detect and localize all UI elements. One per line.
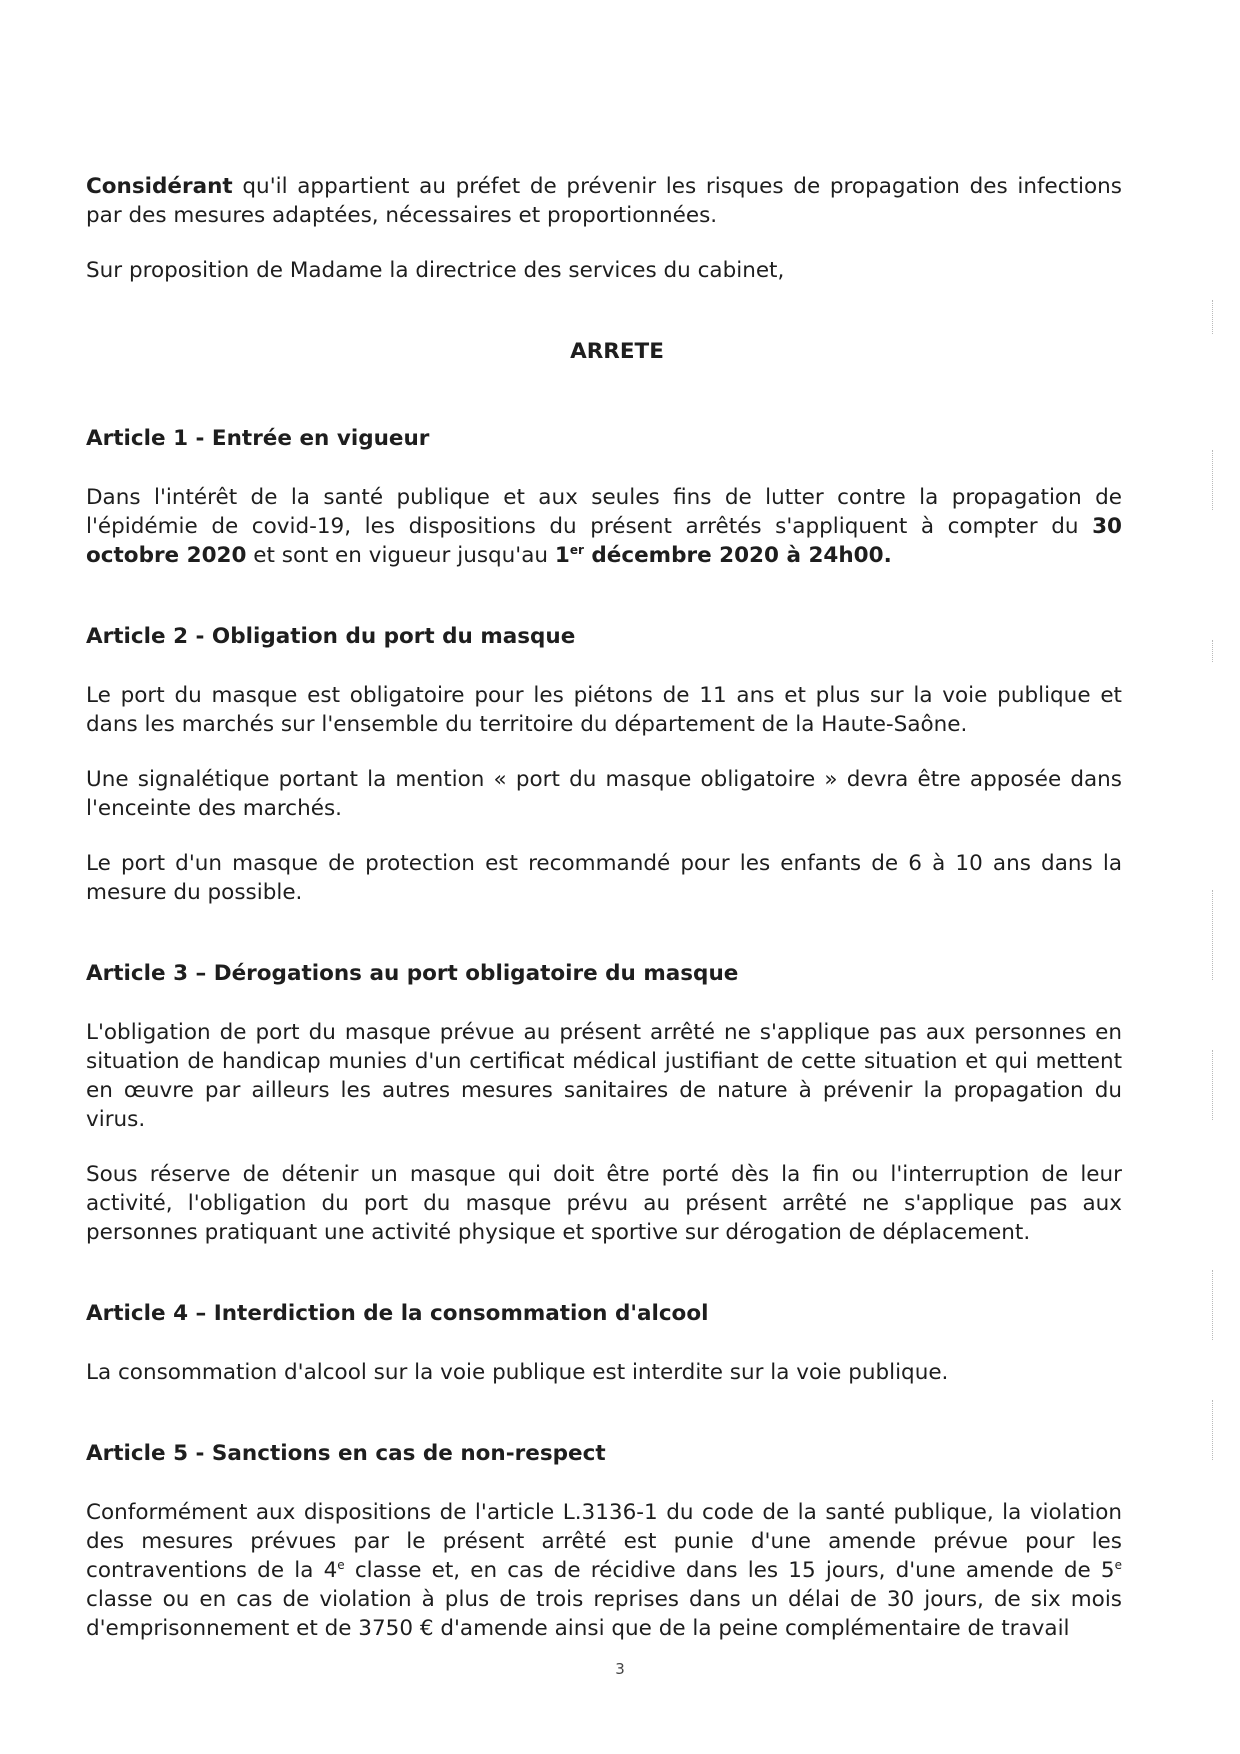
scan-mark [1212, 640, 1215, 662]
document-body [86, 172, 1122, 1643]
scan-mark [1212, 890, 1215, 980]
date-end-rest: décembre 2020 à 24h00. [583, 543, 892, 568]
date-end-day: 1 [554, 543, 570, 568]
scan-mark [1212, 1270, 1215, 1340]
date-end-sup: er [569, 542, 584, 557]
article-5-sup-a: e [337, 1557, 345, 1572]
considerant-paragraph [86, 172, 1122, 230]
considerant-text: qu'il appartient au préfet de prévenir les risques de propagation des infections par des mesures adaptées, nécessaires et proportionnées. [86, 174, 1122, 228]
article-1-date-start: 30 octobre 2020 [86, 514, 1122, 568]
article-5-text-b: classe et, en cas de récidive dans les 15 jours, d'une amende de 5 [344, 1558, 1115, 1583]
article-5-title: Article 5 - Sanctions en cas de non-respect [86, 1441, 606, 1466]
considerant-bold: Considérant [86, 174, 233, 199]
article-2-paragraph-1: Le port du masque est obligatoire pour les piétons de 11 ans et plus sur la voie publique et dans les marchés sur l'ensemble du territoire du département de la Haute-Saône. [86, 683, 1122, 737]
article-1-date-end [555, 543, 892, 568]
article-5-sup-b: e [1114, 1557, 1122, 1572]
article-3-paragraph-1: L'obligation de port du masque prévue au présent arrêté ne s'applique pas aux personnes en situation de handicap munies d'un certificat médical justifiant de cette situation et qui mettent en œuvre par ailleurs les autres mesures sanitaires de nature à prévenir la propagation du virus. [86, 1020, 1122, 1132]
article-4-title: Article 4 – Interdiction de la consommation d'alcool [86, 1301, 709, 1326]
article-1-text-b: et sont en vigueur jusqu'au [246, 543, 555, 568]
article-1-paragraph [86, 483, 1122, 570]
article-2-title: Article 2 - Obligation du port du masque [86, 624, 576, 649]
page-number: 3 [615, 1660, 625, 1678]
scan-mark [1212, 1400, 1215, 1460]
article-5-paragraph-1 [86, 1498, 1122, 1643]
article-1-text-a: Dans l'intérêt de la santé publique et aux seules fins de lutter contre la propagation de l'épidémie de covid-19, les dispositions du présent arrêtés s'appliquent à compter du [86, 485, 1122, 539]
article-1-title: Article 1 - Entrée en vigueur [86, 426, 430, 451]
article-3-paragraph-2: Sous réserve de détenir un masque qui doit être porté dès la fin ou l'interruption de leur activité, l'obligation du port du masque prévu au présent arrêté ne s'applique pas aux personnes pratiquant une activité physique et sportive sur dérogation de déplacement. [86, 1162, 1122, 1245]
scan-mark [1212, 1050, 1215, 1120]
article-4-paragraph-1: La consommation d'alcool sur la voie publique est interdite sur la voie publique. [86, 1360, 949, 1385]
article-2-paragraph-2: Une signalétique portant la mention « port du masque obligatoire » devra être apposée dans l'enceinte des marchés. [86, 767, 1122, 821]
article-5-text-c: classe ou en cas de violation à plus de trois reprises dans un délai de 30 jours, de six mois d'emprisonnement et de 3750 € d'amende ainsi que de la peine complémentaire de travail [86, 1587, 1122, 1641]
proposition-paragraph: Sur proposition de Madame la directrice des services du cabinet, [86, 258, 785, 283]
article-5-text-a: Conformément aux dispositions de l'article L.3136-1 du code de la santé publique, la violation des mesures prévues par le présent arrêté est punie d'une amende prévue pour les contraventions de la 4 [86, 1500, 1122, 1583]
scan-mark [1212, 300, 1215, 334]
article-2-paragraph-3: Le port d'un masque de protection est recommandé pour les enfants de 6 à 10 ans dans la mesure du possible. [86, 851, 1122, 905]
article-3-title: Article 3 – Dérogations au port obligatoire du masque [86, 961, 739, 986]
scan-mark [1212, 450, 1215, 510]
arrete-heading: ARRETE [570, 339, 664, 364]
